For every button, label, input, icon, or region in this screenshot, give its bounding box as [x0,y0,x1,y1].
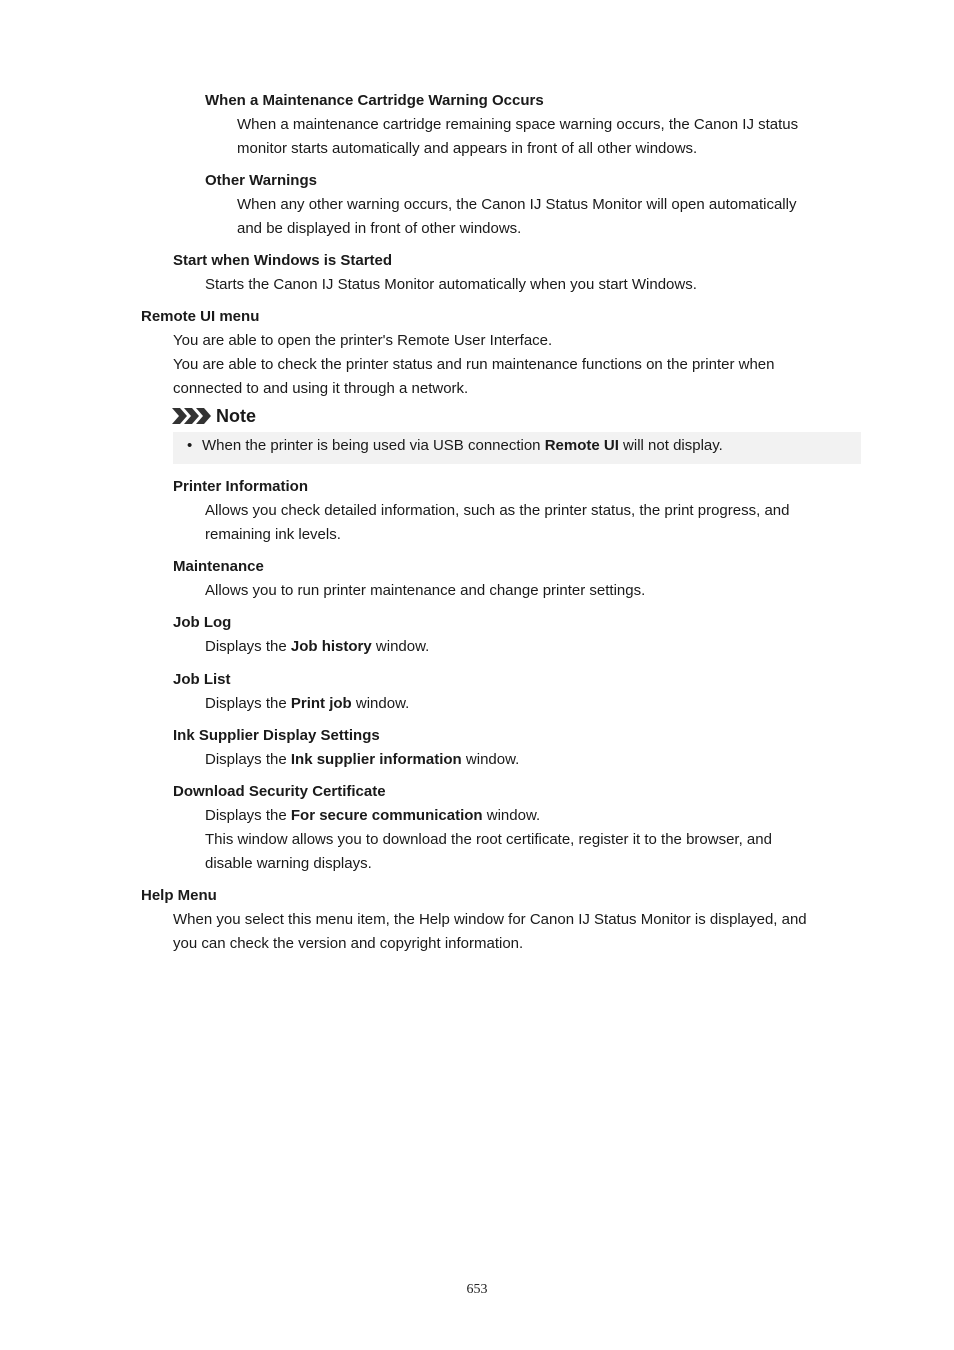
job-log-prefix: Displays the [205,638,291,655]
paragraph-remote-ui-line1: You are able to open the printer's Remote User Interface. [173,332,553,349]
page-number: 653 [466,1282,488,1297]
paragraph-help-menu-line1: When you select this menu item, the Help window for Canon IJ Status Monitor is displayed, and [173,911,807,928]
job-log-suffix: window. [371,638,430,655]
paragraph-other-warnings-line1: When any other warning occurs, the Canon IJ Status Monitor will open automatically [237,196,797,213]
heading-other-warnings: Other Warnings [205,172,317,189]
note-bullet: • [187,437,193,454]
paragraph-job-log [205,635,429,659]
job-list-suffix: window. [351,695,410,712]
ink-supplier-suffix: window. [461,751,520,768]
paragraph-remote-ui-line3: connected to and using it through a network. [173,380,469,397]
paragraph-maintenance-cartridge-warning-line2: monitor starts automatically and appears in front of all other windows. [237,140,698,157]
heading-ink-supplier-display-settings: Ink Supplier Display Settings [173,727,380,744]
paragraph-other-warnings-line2: and be displayed in front of other windows. [237,220,522,237]
download-cert-suffix: window. [482,807,541,824]
job-list-prefix: Displays the [205,695,291,712]
paragraph-ink-supplier [205,748,519,772]
paragraph-start-when-windows-started: Starts the Canon IJ Status Monitor automatically when you start Windows. [205,276,697,293]
note-text-remote-ui: Remote UI [544,437,619,454]
paragraph-printer-information-line2: remaining ink levels. [205,526,341,543]
heading-remote-ui-menu: Remote UI menu [141,308,260,325]
heading-help-menu: Help Menu [141,887,217,904]
ink-supplier-window-name: Ink supplier information [290,751,462,768]
paragraph-printer-information-line1: Allows you check detailed information, such as the printer status, the print progress, and [205,502,790,519]
note-text-after: will not display. [618,437,723,454]
heading-start-when-windows-started: Start when Windows is Started [173,252,393,269]
note-text-before: When the printer is being used via USB connection [202,437,545,454]
paragraph-job-list [205,692,409,716]
heading-maintenance-cartridge-warning: When a Maintenance Cartridge Warning Occurs [205,92,544,109]
job-list-window-name: Print job [290,695,352,712]
paragraph-maintenance-cartridge-warning-line1: When a maintenance cartridge remaining space warning occurs, the Canon IJ status [237,116,799,133]
note-label: Note [216,405,256,426]
note-chevrons-icon [172,407,212,425]
heading-job-log: Job Log [173,614,232,631]
note-header [172,405,256,427]
paragraph-help-menu-line2: you can check the version and copyright information. [173,935,524,952]
heading-printer-information: Printer Information [173,478,309,495]
heading-job-list: Job List [173,671,231,688]
heading-maintenance: Maintenance [173,558,264,575]
download-cert-window-name: For secure communication [290,807,483,824]
paragraph-download-cert-line3: disable warning displays. [205,855,372,872]
ink-supplier-prefix: Displays the [205,751,291,768]
paragraph-download-cert-line2: This window allows you to download the root certificate, register it to the browser, and [205,831,772,848]
note-text [202,434,723,458]
heading-download-security-certificate: Download Security Certificate [173,783,386,800]
paragraph-remote-ui-line2: You are able to check the printer status and run maintenance functions on the printer when [173,356,775,373]
job-log-window-name: Job history [290,638,372,655]
paragraph-download-cert-line1 [205,804,540,828]
paragraph-maintenance: Allows you to run printer maintenance and change printer settings. [205,582,646,599]
download-cert-prefix: Displays the [205,807,291,824]
